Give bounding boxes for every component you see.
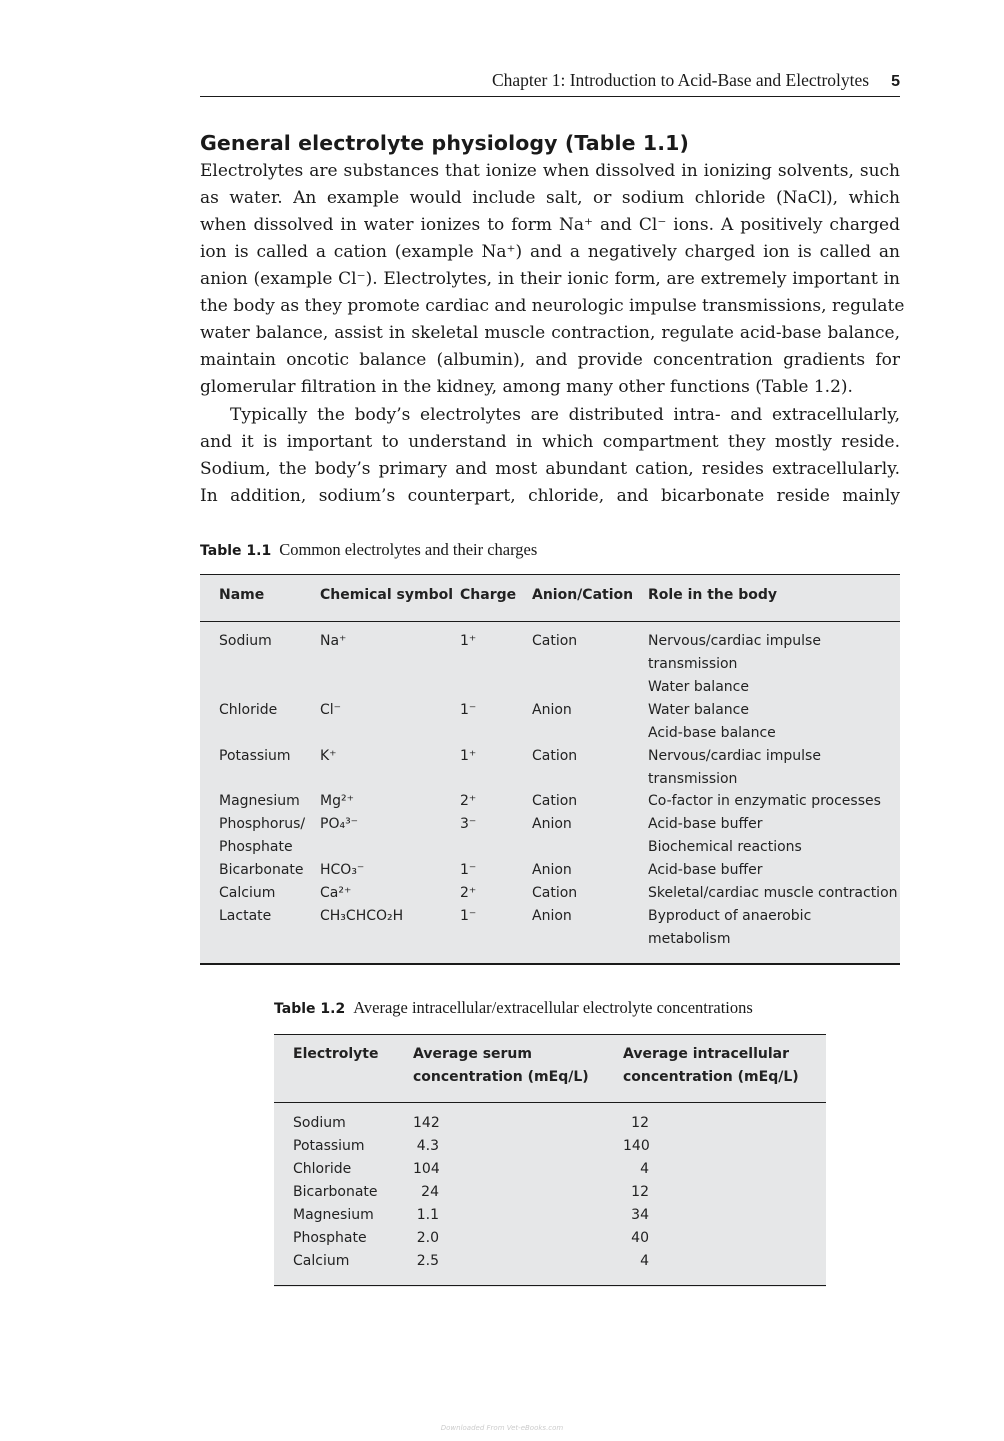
cell-intracellular: 4 <box>640 1253 649 1269</box>
cell-name: Calcium <box>219 885 276 901</box>
cell-type: Anion <box>532 816 572 832</box>
cell-role: metabolism <box>648 931 731 947</box>
table-1-header-row <box>200 574 900 622</box>
cell-name: Phosphate <box>219 839 293 855</box>
cell-type: Cation <box>532 633 578 649</box>
table-2-header-row <box>274 1034 826 1103</box>
cell-electrolyte: Bicarbonate <box>293 1184 378 1200</box>
paragraph-line: Typically the body’s electrolytes are distributed intra- and extracellularly, <box>230 405 900 425</box>
cell-role: Skeletal/cardiac muscle contraction <box>648 885 898 901</box>
cell-symbol: Na⁺ <box>320 633 347 649</box>
cell-type: Cation <box>532 793 578 809</box>
cell-serum: 4.3 <box>416 1138 439 1154</box>
cell-intracellular: 40 <box>631 1230 649 1246</box>
cell-serum: 142 <box>413 1115 440 1131</box>
cell-role: transmission <box>648 656 738 672</box>
cell-charge: 1⁺ <box>460 633 477 649</box>
cell-symbol: Ca²⁺ <box>320 885 352 901</box>
cell-intracellular: 34 <box>631 1207 649 1223</box>
cell-charge: 2⁺ <box>460 793 477 809</box>
table-2 <box>274 1034 826 1287</box>
cell-serum: 1.1 <box>416 1207 439 1223</box>
cell-type: Anion <box>532 908 572 924</box>
cell-role: Nervous/cardiac impulse <box>648 633 821 649</box>
cell-electrolyte: Potassium <box>293 1138 365 1154</box>
cell-name: Sodium <box>219 633 272 649</box>
paragraph-line: water balance, assist in skeletal muscle contraction, regulate acid-base balance, <box>200 323 900 343</box>
paragraph-line: maintain oncotic balance (albumin), and provide concentration gradients for <box>200 350 900 370</box>
cell-charge: 1⁻ <box>460 908 477 924</box>
paragraph-line: glomerular filtration in the kidney, among many other functions (Table 1.2). <box>200 377 853 397</box>
cell-name: Bicarbonate <box>219 862 304 878</box>
paragraph-line: Electrolytes are substances that ionize when dissolved in ionizing solvents, such <box>200 161 900 181</box>
column-header: Average intracellular <box>623 1046 790 1062</box>
cell-symbol: Cl⁻ <box>320 702 342 718</box>
cell-type: Cation <box>532 748 578 764</box>
cell-role: transmission <box>648 771 738 787</box>
cell-type: Cation <box>532 885 578 901</box>
cell-serum: 2.5 <box>416 1253 439 1269</box>
cell-symbol: HCO₃⁻ <box>320 862 365 878</box>
cell-role: Co-factor in enzymatic processes <box>648 793 881 809</box>
cell-intracellular: 4 <box>640 1161 649 1177</box>
cell-role: Biochemical reactions <box>648 839 802 855</box>
table-2-caption-text: Average intracellular/extracellular electrolyte concentrations <box>353 998 753 1017</box>
column-header: Electrolyte <box>293 1046 379 1062</box>
cell-electrolyte: Magnesium <box>293 1207 374 1223</box>
table-1-label: Table 1.1 <box>200 543 272 559</box>
cell-symbol: Mg²⁺ <box>320 793 354 809</box>
cell-electrolyte: Sodium <box>293 1115 346 1131</box>
table-2-label: Table 1.2 <box>274 1001 346 1017</box>
cell-role: Water balance <box>648 679 749 695</box>
cell-intracellular: 12 <box>631 1115 649 1131</box>
cell-role: Water balance <box>648 702 749 718</box>
paragraph-line: when dissolved in water ionizes to form Na⁺ and Cl⁻ ions. A positively charged <box>200 215 900 235</box>
column-header: Average serum <box>413 1046 532 1062</box>
cell-name: Potassium <box>219 748 291 764</box>
cell-role: Acid-base balance <box>648 725 776 741</box>
cell-name: Magnesium <box>219 793 300 809</box>
paragraph-line: ion is called a cation (example Na⁺) and a negatively charged ion is called an <box>200 242 900 262</box>
column-header: Charge <box>460 587 517 603</box>
paragraph-line: In addition, sodium’s counterpart, chloride, and bicarbonate reside mainly <box>200 486 900 506</box>
footer-watermark: Downloaded From Vet-eBooks.com <box>440 1424 564 1432</box>
cell-charge: 2⁺ <box>460 885 477 901</box>
cell-type: Anion <box>532 862 572 878</box>
paragraph-line: and it is important to understand in which compartment they mostly reside. <box>200 432 900 452</box>
paragraph-1 <box>200 158 905 401</box>
paragraph-line: anion (example Cl⁻). Electrolytes, in their ionic form, are extremely important in <box>200 269 900 289</box>
column-header: concentration (mEq/L) <box>413 1069 589 1085</box>
cell-electrolyte: Chloride <box>293 1161 352 1177</box>
cell-charge: 1⁻ <box>460 702 477 718</box>
column-header: Name <box>219 587 265 603</box>
paragraph-line: the body as they promote cardiac and neurologic impulse transmissions, regulate <box>200 296 905 316</box>
cell-name: Chloride <box>219 702 278 718</box>
page-number: 5 <box>891 73 900 90</box>
column-header: concentration (mEq/L) <box>623 1069 799 1085</box>
table-2-caption <box>274 998 753 1018</box>
table-1 <box>200 574 900 965</box>
cell-role: Acid-base buffer <box>648 816 763 832</box>
paragraph-line: Sodium, the body’s primary and most abundant cation, resides extracellularly. <box>200 459 900 479</box>
cell-symbol: K⁺ <box>320 748 337 764</box>
column-header: Chemical symbol <box>320 587 454 603</box>
table-1-caption <box>200 540 537 560</box>
cell-electrolyte: Calcium <box>293 1253 350 1269</box>
running-title: Chapter 1: Introduction to Acid-Base and Electrolytes <box>491 70 870 90</box>
paragraph-line: as water. An example would include salt, or sodium chloride (NaCl), which <box>200 188 900 208</box>
cell-type: Anion <box>532 702 572 718</box>
column-header: Anion/Cation <box>532 587 634 603</box>
cell-name: Phosphorus/ <box>219 816 306 832</box>
paragraph-2 <box>200 402 900 510</box>
cell-intracellular: 12 <box>631 1184 649 1200</box>
cell-role: Acid-base buffer <box>648 862 763 878</box>
cell-serum: 2.0 <box>416 1230 439 1246</box>
cell-serum: 24 <box>421 1184 439 1200</box>
running-header <box>200 70 900 97</box>
cell-charge: 1⁺ <box>460 748 477 764</box>
cell-symbol: CH₃CHCO₂H <box>320 908 404 924</box>
cell-charge: 3⁻ <box>460 816 477 832</box>
cell-intracellular: 140 <box>623 1138 650 1154</box>
cell-electrolyte: Phosphate <box>293 1230 367 1246</box>
column-header: Role in the body <box>648 587 778 603</box>
table-1-caption-text: Common electrolytes and their charges <box>279 540 538 559</box>
cell-role: Byproduct of anaerobic <box>648 908 812 924</box>
cell-role: Nervous/cardiac impulse <box>648 748 821 764</box>
section-heading: General electrolyte physiology (Table 1.1) <box>200 131 689 155</box>
cell-name: Lactate <box>219 908 272 924</box>
cell-charge: 1⁻ <box>460 862 477 878</box>
cell-serum: 104 <box>413 1161 440 1177</box>
cell-symbol: PO₄³⁻ <box>320 816 359 832</box>
